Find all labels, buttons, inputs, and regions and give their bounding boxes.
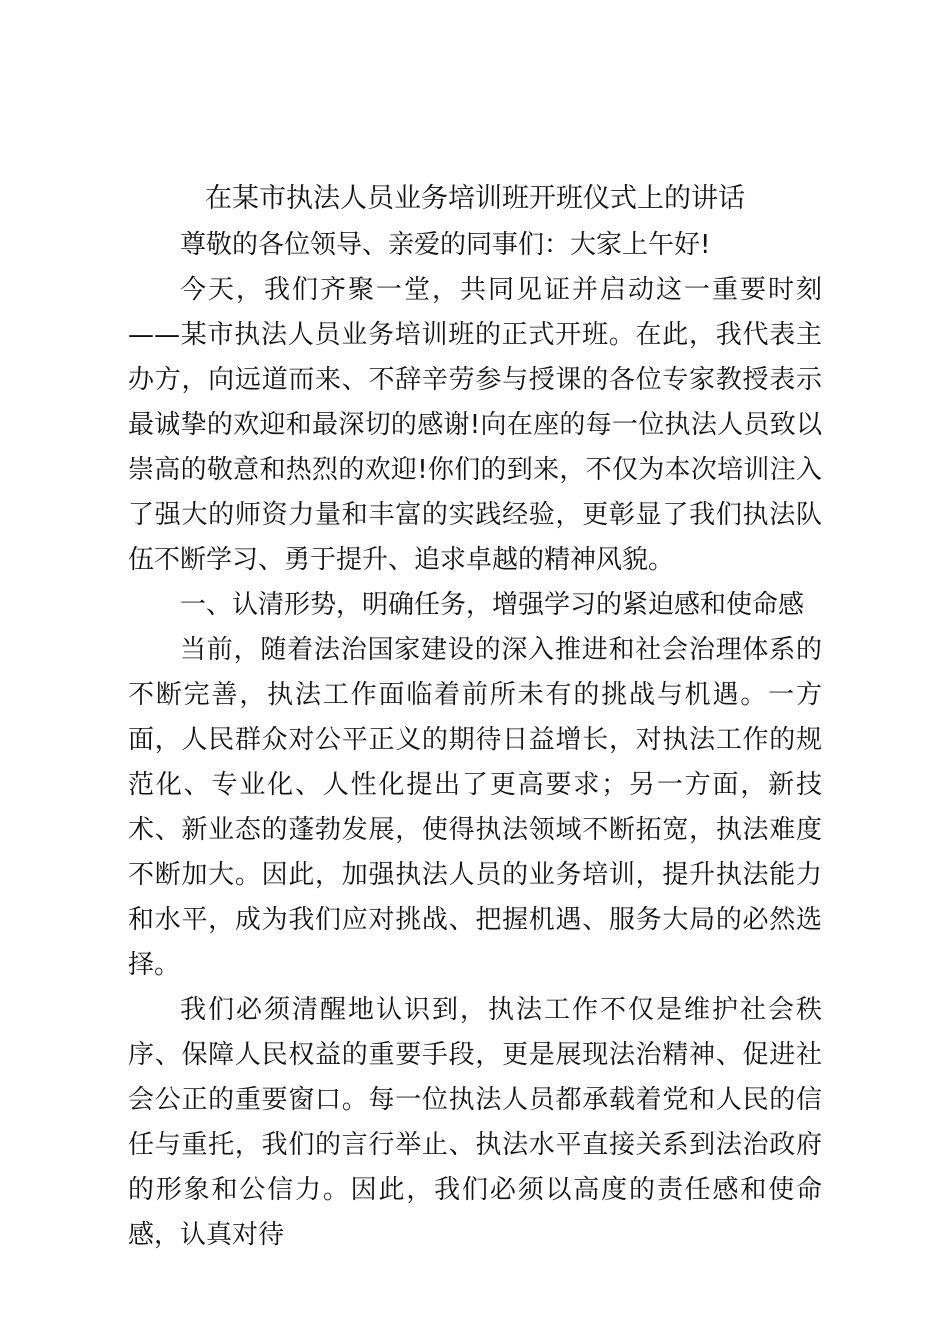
- section-1-heading: 一、认清形势，明确任务，增强学习的紧迫感和使命感: [180, 590, 805, 620]
- opening-paragraph: 今天，我们齐聚一堂，共同见证并启动这一重要时刻——某市执法人员业务培训班的正式开班。在此，我代表主办方，向远道而来、不辞辛劳参与授课的各位专家教授表示最诚挚的欢迎和最深切的感谢!向在座的每一位执法人员致以崇高的敬意和热烈的欢迎!你们的到来，不仅为本次培训注入了强大的师资力量和丰富的实践经验，更彰显了我们执法队伍不断学习、勇于提升、追求卓越的精神风貌。: [128, 275, 822, 575]
- document-title: 在某市执法人员业务培训班开班仪式上的讲话: [205, 183, 745, 214]
- section-1-paragraph-2: 我们必须清醒地认识到，执法工作不仅是维护社会秩序、保障人民权益的重要手段，更是展现法治精神、促进社会公正的重要窗口。每一位执法人员都承载着党和人民的信任与重托，我们的言行举止、执法水平直接关系到法治政府的形象和公信力。因此，我们必须以高度的责任感和使命感，认真对待: [128, 995, 822, 1250]
- section-1-paragraph-1: 当前，随着法治国家建设的深入推进和社会治理体系的不断完善，执法工作面临着前所未有的挑战与机遇。一方面，人民群众对公平正义的期待日益增长，对执法工作的规范化、专业化、人性化提出了更高要求；另一方面，新技术、新业态的蓬勃发展，使得执法领域不断拓宽，执法难度不断加大。因此，加强执法人员的业务培训，提升执法能力和水平，成为我们应对挑战、把握机遇、服务大局的必然选择。: [128, 635, 822, 980]
- greeting: 尊敬的各位领导、亲爱的同事们：大家上午好!: [180, 230, 711, 260]
- document-page: [128, 176, 822, 1258]
